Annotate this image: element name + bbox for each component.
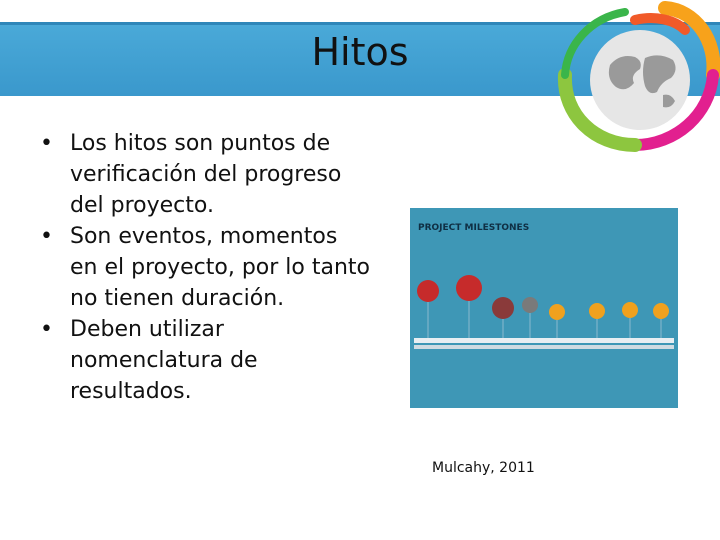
slide-title: Hitos bbox=[311, 30, 409, 74]
milestone-marker bbox=[653, 303, 669, 319]
bullet-item: • Los hitos son puntos de verificación del progreso del proyecto. bbox=[40, 128, 370, 221]
milestone-marker bbox=[492, 297, 514, 319]
milestones-image bbox=[410, 208, 678, 408]
milestones-diagram bbox=[410, 208, 678, 408]
milestone-marker bbox=[522, 297, 538, 313]
bullet-item: • Deben utilizar nomenclatura de resultados. bbox=[40, 314, 370, 407]
milestone-marker bbox=[589, 303, 605, 319]
milestone-marker bbox=[417, 280, 439, 302]
image-caption: Mulcahy, 2011 bbox=[432, 460, 535, 476]
milestones-heading: PROJECT MILESTONES bbox=[418, 223, 530, 233]
bullet-item: • Son eventos, momentos en el proyecto, por lo tanto no tienen duración. bbox=[40, 221, 370, 314]
milestone-marker bbox=[622, 302, 638, 318]
bullet-list bbox=[40, 128, 370, 407]
timeline-bar-secondary bbox=[414, 345, 674, 349]
timeline-bar bbox=[414, 338, 674, 343]
milestone-marker bbox=[549, 304, 565, 320]
globe-swirl-logo-icon bbox=[545, 0, 720, 160]
milestone-marker bbox=[456, 275, 482, 301]
